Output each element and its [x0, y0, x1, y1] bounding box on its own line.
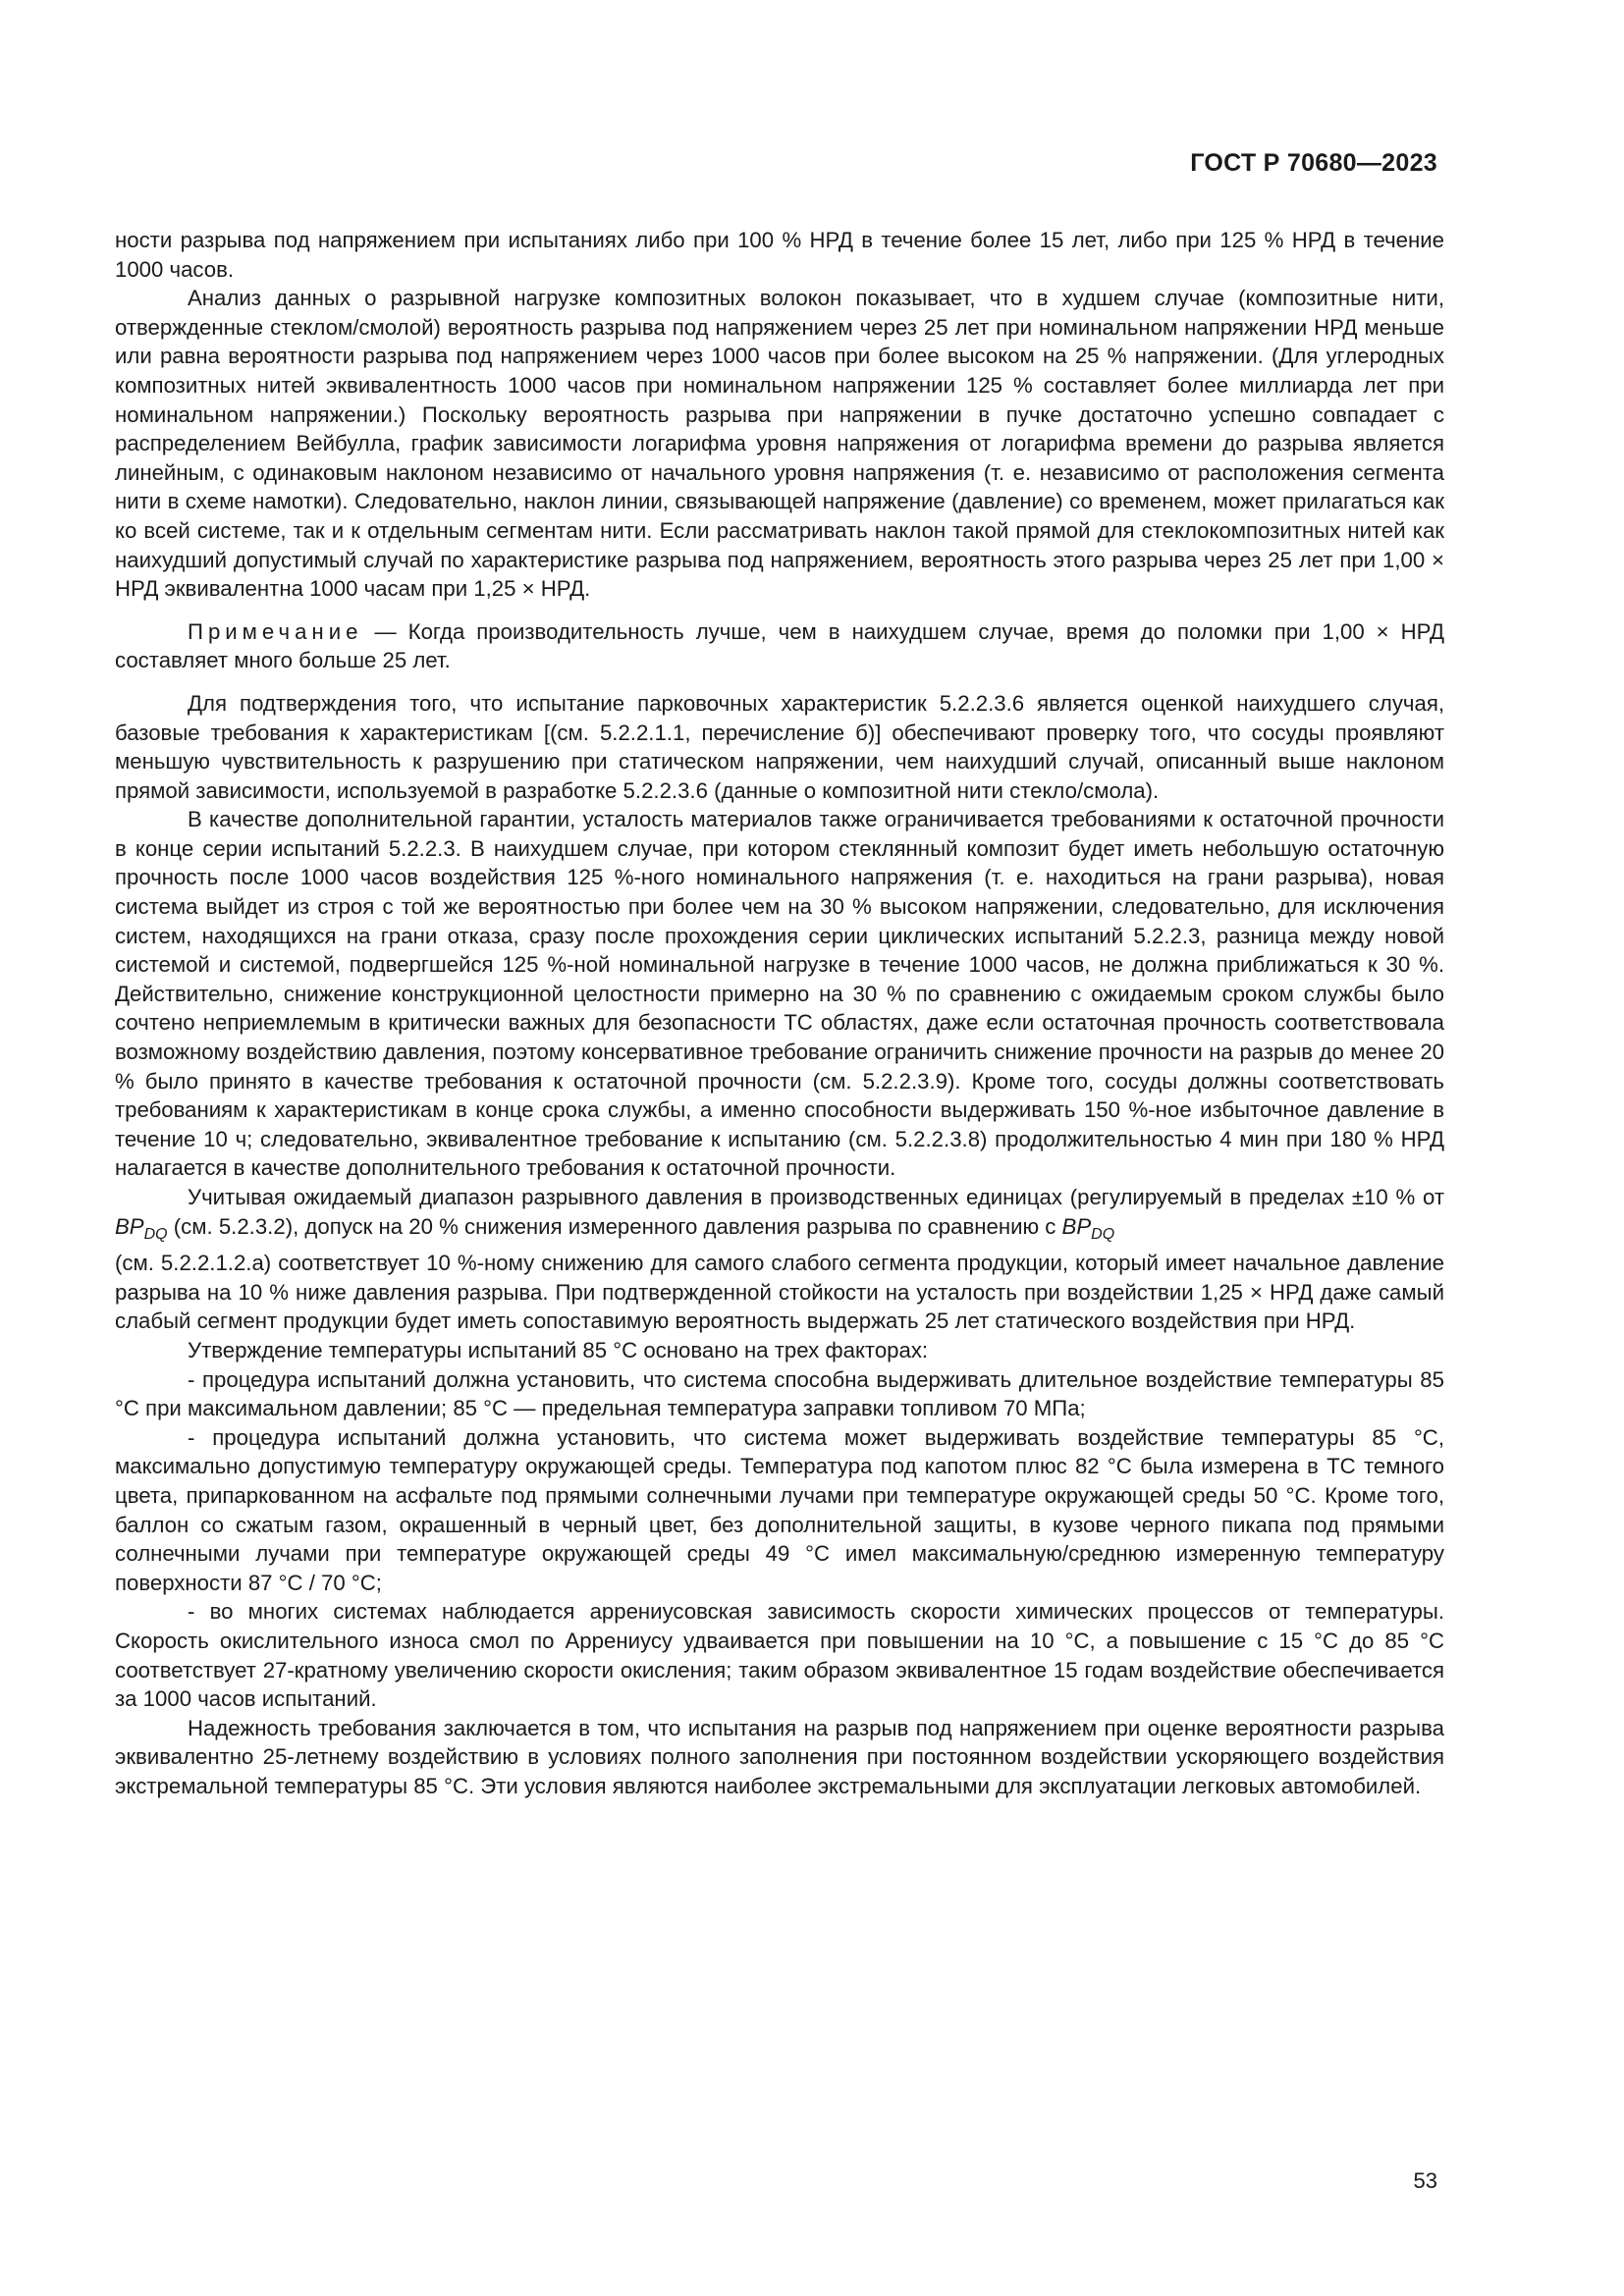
paragraph: В качестве дополнительной гарантии, усталость материалов также ограничивается требованиями к остаточной прочности в конце серии испытаний 5.2.2.3. В наихудшем случае, при котором стеклянный композит будет иметь небольшую остаточную прочность после 1000 часов воздействия 125 %-ного номинального напряжения (т. е. находиться на грани разрыва), новая система выйдет из строя с той же вероятностью при более чем на 30 % высоком напряжении, следовательно, для исключения систем, находящихся на грани отказа, сразу после прохождения серии циклических испытаний 5.2.2.3, разница между новой системой и системой, подвергшейся 125 %-ной номинальной нагрузке в течение 1000 часов, не должна приближаться к 30 %. Действительно, снижение конструкционной целостности примерно на 30 % по сравнению с ожидаемым сроком службы было сочтено неприемлемым в критически важных для безопасности ТС областях, даже если остаточная прочность соответствовала возможному воздействию давления, поэтому консервативное требование ограничить снижение прочности на разрыв до менее 20 % было принято в качестве требования к остаточной прочности (см. 5.2.2.3.9). Кроме того, сосуды должны соответствовать требованиям к характеристикам в конце срока службы, а именно способности выдерживать 150 %-ное избыточное давление в течение 10 ч; следовательно, эквивалентное требование к испытанию (см. 5.2.2.3.8) продолжительностью 4 мин при 180 % НРД налагается в качестве дополнительного требования к остаточной прочности.	[115, 807, 1444, 1181]
paragraph: Надежность требования заключается в том, что испытания на разрыв под напряжением при оценке вероятности разрыва эквивалентно 25-летнему воздействию в условиях полного заполнения при постоянном воздействии ускоряющего воздействия экстремальной температуры 85 °С. Эти условия являются наиболее экстремальными для эксплуатации легковых автомобилей.	[115, 1715, 1444, 1798]
bp-symbol: BP	[1061, 1213, 1092, 1239]
note-text: — Когда производительность лучше, чем в наихудшем случае, время до поломки при 1,00 × НРД составляет много больше 25 лет.	[115, 618, 1444, 673]
bp-symbol: BP	[115, 1213, 144, 1239]
paragraph: Для подтверждения того, что испытание парковочных характеристик 5.2.2.3.6 является оценкой наихудшего случая, базовые требования к характеристикам [(см. 5.2.2.1.1, перечисление б)] обеспечивают проверку того, что сосуды проявляют меньшую чувствительность к разрушению при статическом напряжении, чем наихудший случай, описанный выше наклоном прямой зависимости, используемой в разработке 5.2.2.3.6 (данные о композитной нити стекло/смола).	[115, 690, 1444, 803]
bp-subscript: DQ	[1091, 1225, 1115, 1243]
paragraph-part: (см. 5.2.3.2), допуск на 20 % снижения измеренного давления разрыва по сравнению с	[167, 1213, 1062, 1239]
list-item: - процедура испытаний должна установить, что система способна выдерживать длительное воздействие температуры 85 °С при максимальном давлении; 85 °С — предельная температура заправки топливом 70 МПа;	[115, 1366, 1444, 1421]
body-text	[115, 226, 1444, 1800]
paragraph	[115, 1183, 1444, 1336]
page-number: 53	[1413, 2168, 1437, 2193]
paragraph: Утверждение температуры испытаний 85 °С основано на трех факторах:	[188, 1337, 929, 1362]
document-code: ГОСТ Р 70680—2023	[1190, 149, 1437, 177]
paragraph-part: (см. 5.2.2.1.2.а) соответствует 10 %-ному снижению для самого слабого сегмента продукции, который имеет начальное давление разрыва на 10 % ниже давления разрыва. При подтвержденной стойкости на усталость при воздействии 1,25 × НРД даже самый слабый сегмент продукции будет иметь сопоставимую вероятность выдержать 25 лет статического воздействия при НРД.	[115, 1251, 1444, 1334]
paragraph: ности разрыва под напряжением при испытаниях либо при 100 % НРД в течение более 15 лет, либо при 125 % НРД в течение 1000 часов.	[115, 228, 1444, 282]
paragraph-part: Учитывая ожидаемый диапазон разрывного давления в производственных единицах (регулируемый в пределах ±10 % от	[188, 1185, 1444, 1209]
paragraph: Анализ данных о разрывной нагрузке композитных волокон показывает, что в худшем случае (композитные нити, отвержденные стеклом/смолой) вероятность разрыва под напряжением через 25 лет при номинальном напряжении НРД меньше или равна вероятности разрыва под напряжением через 1000 часов при более высоком на 25 % напряжении. (Для углеродных композитных нитей эквивалентность 1000 часов при номинальном напряжении 125 % составляет более миллиарда лет при номинальном напряжении.) Поскольку вероятность разрыва при напряжении в пучке достаточно успешно совпадает с распределением Вейбулла, график зависимости логарифма уровня напряжения от логарифма времени до разрыва является линейным, с одинаковым наклоном независимо от начального уровня напряжения (т. е. независимо от расположения сегмента нити в схеме намотки). Следовательно, наклон линии, связывающей напряжение (давление) со временем, может прилагаться как ко всей системе, так и к отдельным сегментам нити. Если рассматривать наклон такой прямой для стеклокомпозитных нитей как наихудший допустимый случай по характеристике разрыва под напряжением, вероятность этого разрыва через 25 лет при 1,00 × НРД эквивалентна 1000 часам при 1,25 × НРД.	[115, 286, 1444, 602]
note-label: Примечание	[188, 618, 363, 644]
note	[115, 617, 1444, 675]
list-item: - процедура испытаний должна установить, что система может выдерживать воздействие температуры 85 °С, максимально допустимую температуру окружающей среды. Температура под капотом плюс 82 °С была измерена в ТС темного цвета, припаркованном на асфальте под прямыми солнечными лучами при температуре окружающей среды 50 °С. Кроме того, баллон со сжатым газом, окрашенный в черный цвет, без дополнительной защиты, в кузове черного пикапа под прямыми солнечными лучами при температуре окружающей среды 49 °С имел максимальную/среднюю измеренную температуру поверхности 87 °С / 70 °С;	[115, 1424, 1444, 1595]
bp-subscript: DQ	[143, 1225, 168, 1243]
list-item: - во многих системах наблюдается аррениусовская зависимость скорости химических процессов от температуры. Скорость окислительного износа смол по Аррениусу удваивается при повышении на 10 °С, а повышение с 15 °С до 85 °С соответствует 27-кратному увеличению скорости окисления; таким образом эквивалентное 15 годам воздействие обеспечивается за 1000 часов испытаний.	[115, 1599, 1444, 1712]
